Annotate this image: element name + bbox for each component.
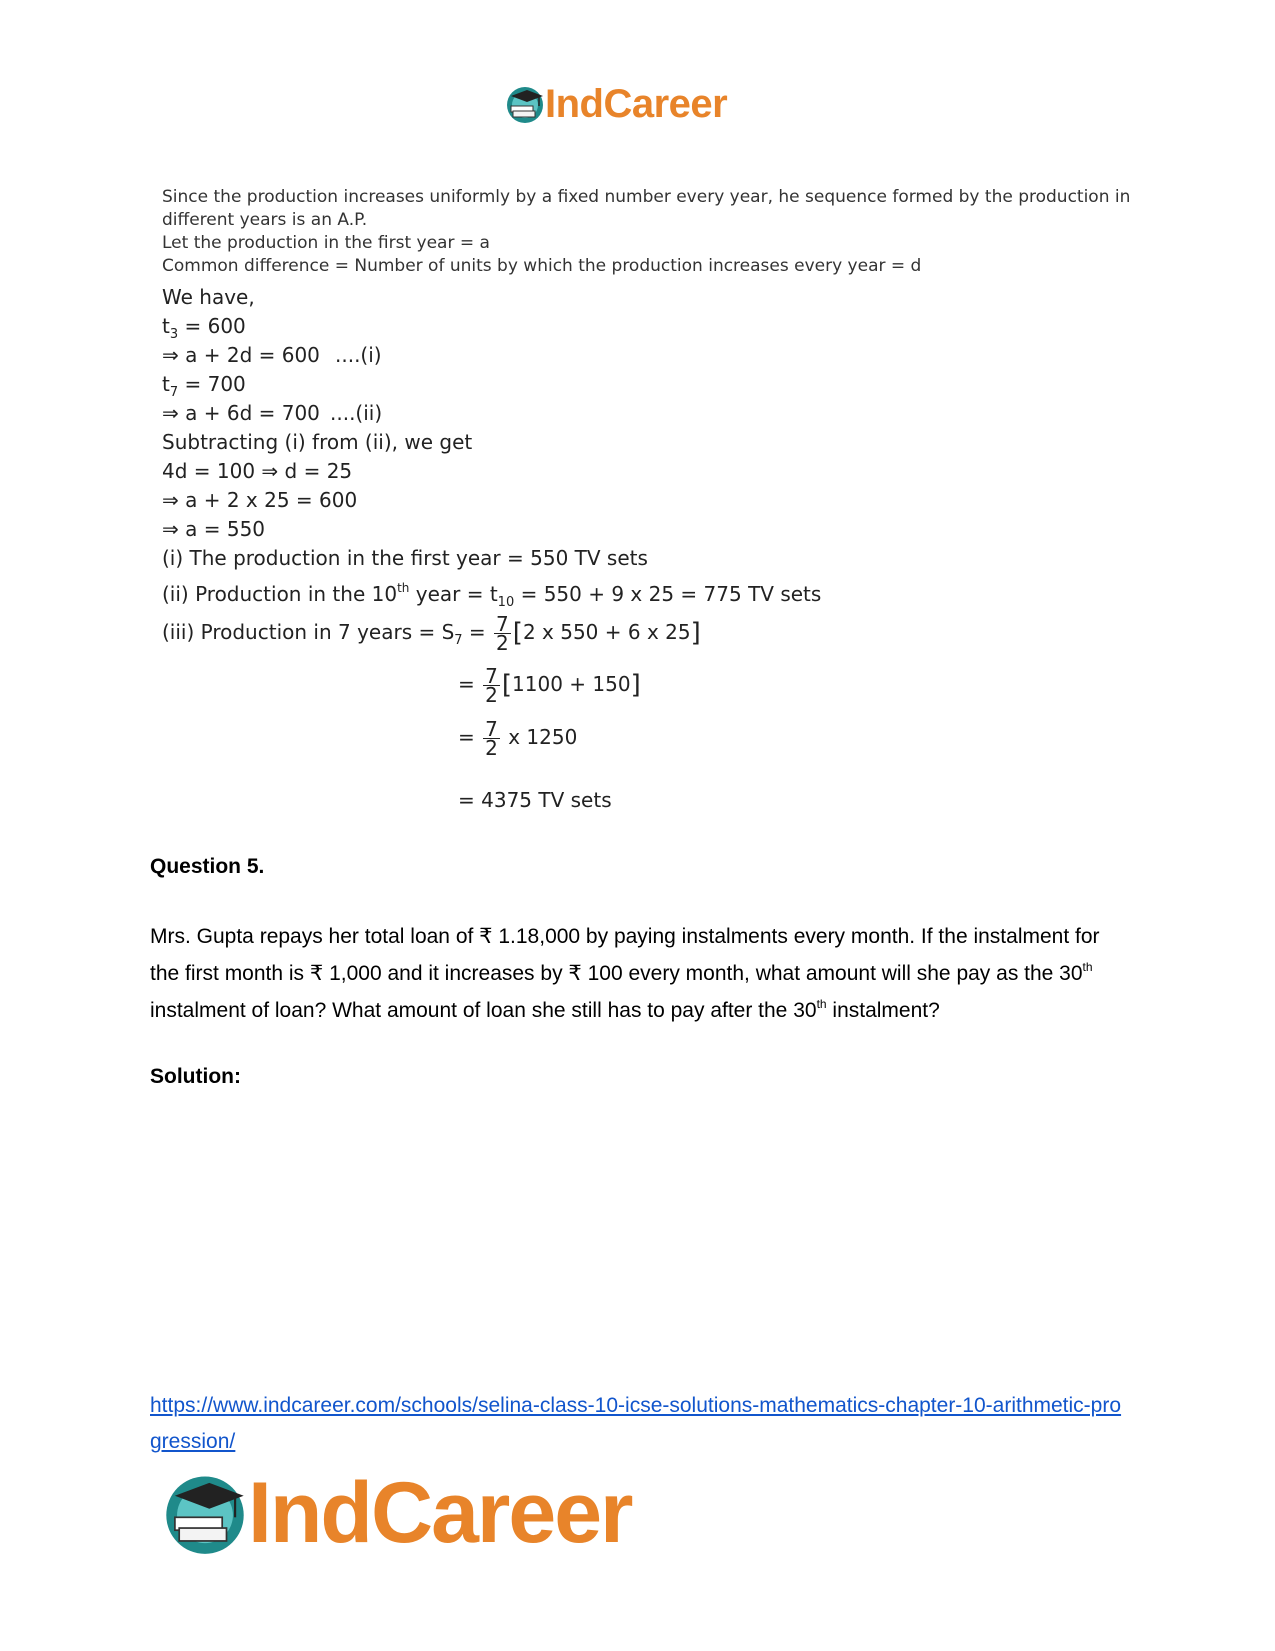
text-run: = 550 + 9 x 25 = 775 TV sets [514,582,822,606]
bracket-open: [ [501,670,513,700]
equation: ⇒ a + 6d = 700 [162,401,320,425]
bracket-content: 2 x 550 + 6 x 25 [522,620,691,644]
text-run: instalment of loan? What amount of loan she still has to pay after the 30 [150,999,817,1022]
text-run: = [462,620,493,644]
bracket-content: 1100 + 150 [512,672,631,696]
intro-line: different years is an A.P. [162,210,368,230]
intro-line: Since the production increases uniformly by a fixed number every year, he sequence formed by the production in [162,187,1131,207]
bracket-close: ] [690,618,701,648]
intro-line: Let the production in the first year = a [162,233,490,253]
solution-line [162,340,320,370]
logo-text: IndCareer [545,82,728,126]
subscript: 7 [454,633,463,648]
solution-line: ⇒ a = 550 [162,517,266,541]
solution-line [162,573,821,618]
logo-text: IndCareer [248,1465,632,1561]
equation: ⇒ a + 2d = 600 [162,343,320,367]
bracket-open: [ [512,618,523,648]
solution-line: ⇒ a + 2 x 25 = 600 [162,488,358,512]
bracket-close: ] [630,670,641,700]
numerator: 7 [485,664,498,688]
solution-line [458,664,641,707]
footer-link-container [150,1388,1130,1460]
question-heading: Question 5. [150,855,265,878]
fraction [483,664,500,707]
fraction [494,612,511,655]
numerator: 7 [485,717,498,741]
solution-line: = 4375 TV sets [458,788,612,812]
solution-heading: Solution: [150,1065,241,1088]
subscript: 7 [169,385,179,400]
solution-line [162,398,320,428]
text-run: (ii) Production in the 10 [162,582,398,606]
text-run: x 1250 [508,725,578,749]
superscript: th [1082,960,1093,974]
term-symbol: t [162,372,170,396]
term-value: = 600 [178,314,246,338]
fraction [483,717,500,760]
footer-logo [162,1465,632,1561]
solution-line: (i) The production in the first year = 550 TV sets [162,546,648,570]
superscript: th [816,997,827,1011]
numerator: 7 [496,612,509,636]
equation-tag: ....(i) [335,343,382,367]
superscript: th [397,581,410,595]
term-value: = 700 [178,372,246,396]
denominator: 2 [485,683,498,707]
denominator: 2 [496,631,509,655]
text-run: year = t [409,582,498,606]
solution-line: We have, [162,285,255,309]
subscript: 10 [497,595,515,610]
text-run: instalment? [826,999,940,1022]
intro-paragraph [162,186,1131,278]
solution-line [162,612,701,656]
text-run: (iii) Production in 7 years = S [162,620,455,644]
solution-line: Subtracting (i) from (ii), we get [162,430,473,454]
equation-tag: ....(ii) [330,401,383,425]
question-text [150,922,1130,1026]
term-symbol: t [162,314,170,338]
solution-line: 4d = 100 ⇒ d = 25 [162,459,353,483]
denominator: 2 [485,736,498,760]
source-link[interactable]: https://www.indcareer.com/schools/selina-class-10-icse-solutions-mathematics-chapter-10-arithmetic-progression/ [150,1394,1122,1453]
graduation-cap-icon [505,84,545,124]
graduation-cap-icon [162,1470,248,1556]
solution-line [458,717,578,760]
subscript: 3 [169,327,179,342]
equals-sign: = [458,725,475,749]
header-logo [505,80,727,128]
equals-sign: = [458,672,475,696]
text-run: Mrs. Gupta repays her total loan of ₹ 1.18,000 by paying instalments every month. If the instalment for the first month is ₹ 1,000 and it increases by ₹ 100 every month, what amount will she pay as the 30 [150,925,1100,985]
intro-line: Common difference = Number of units by which the production increases every year = d [162,256,922,276]
